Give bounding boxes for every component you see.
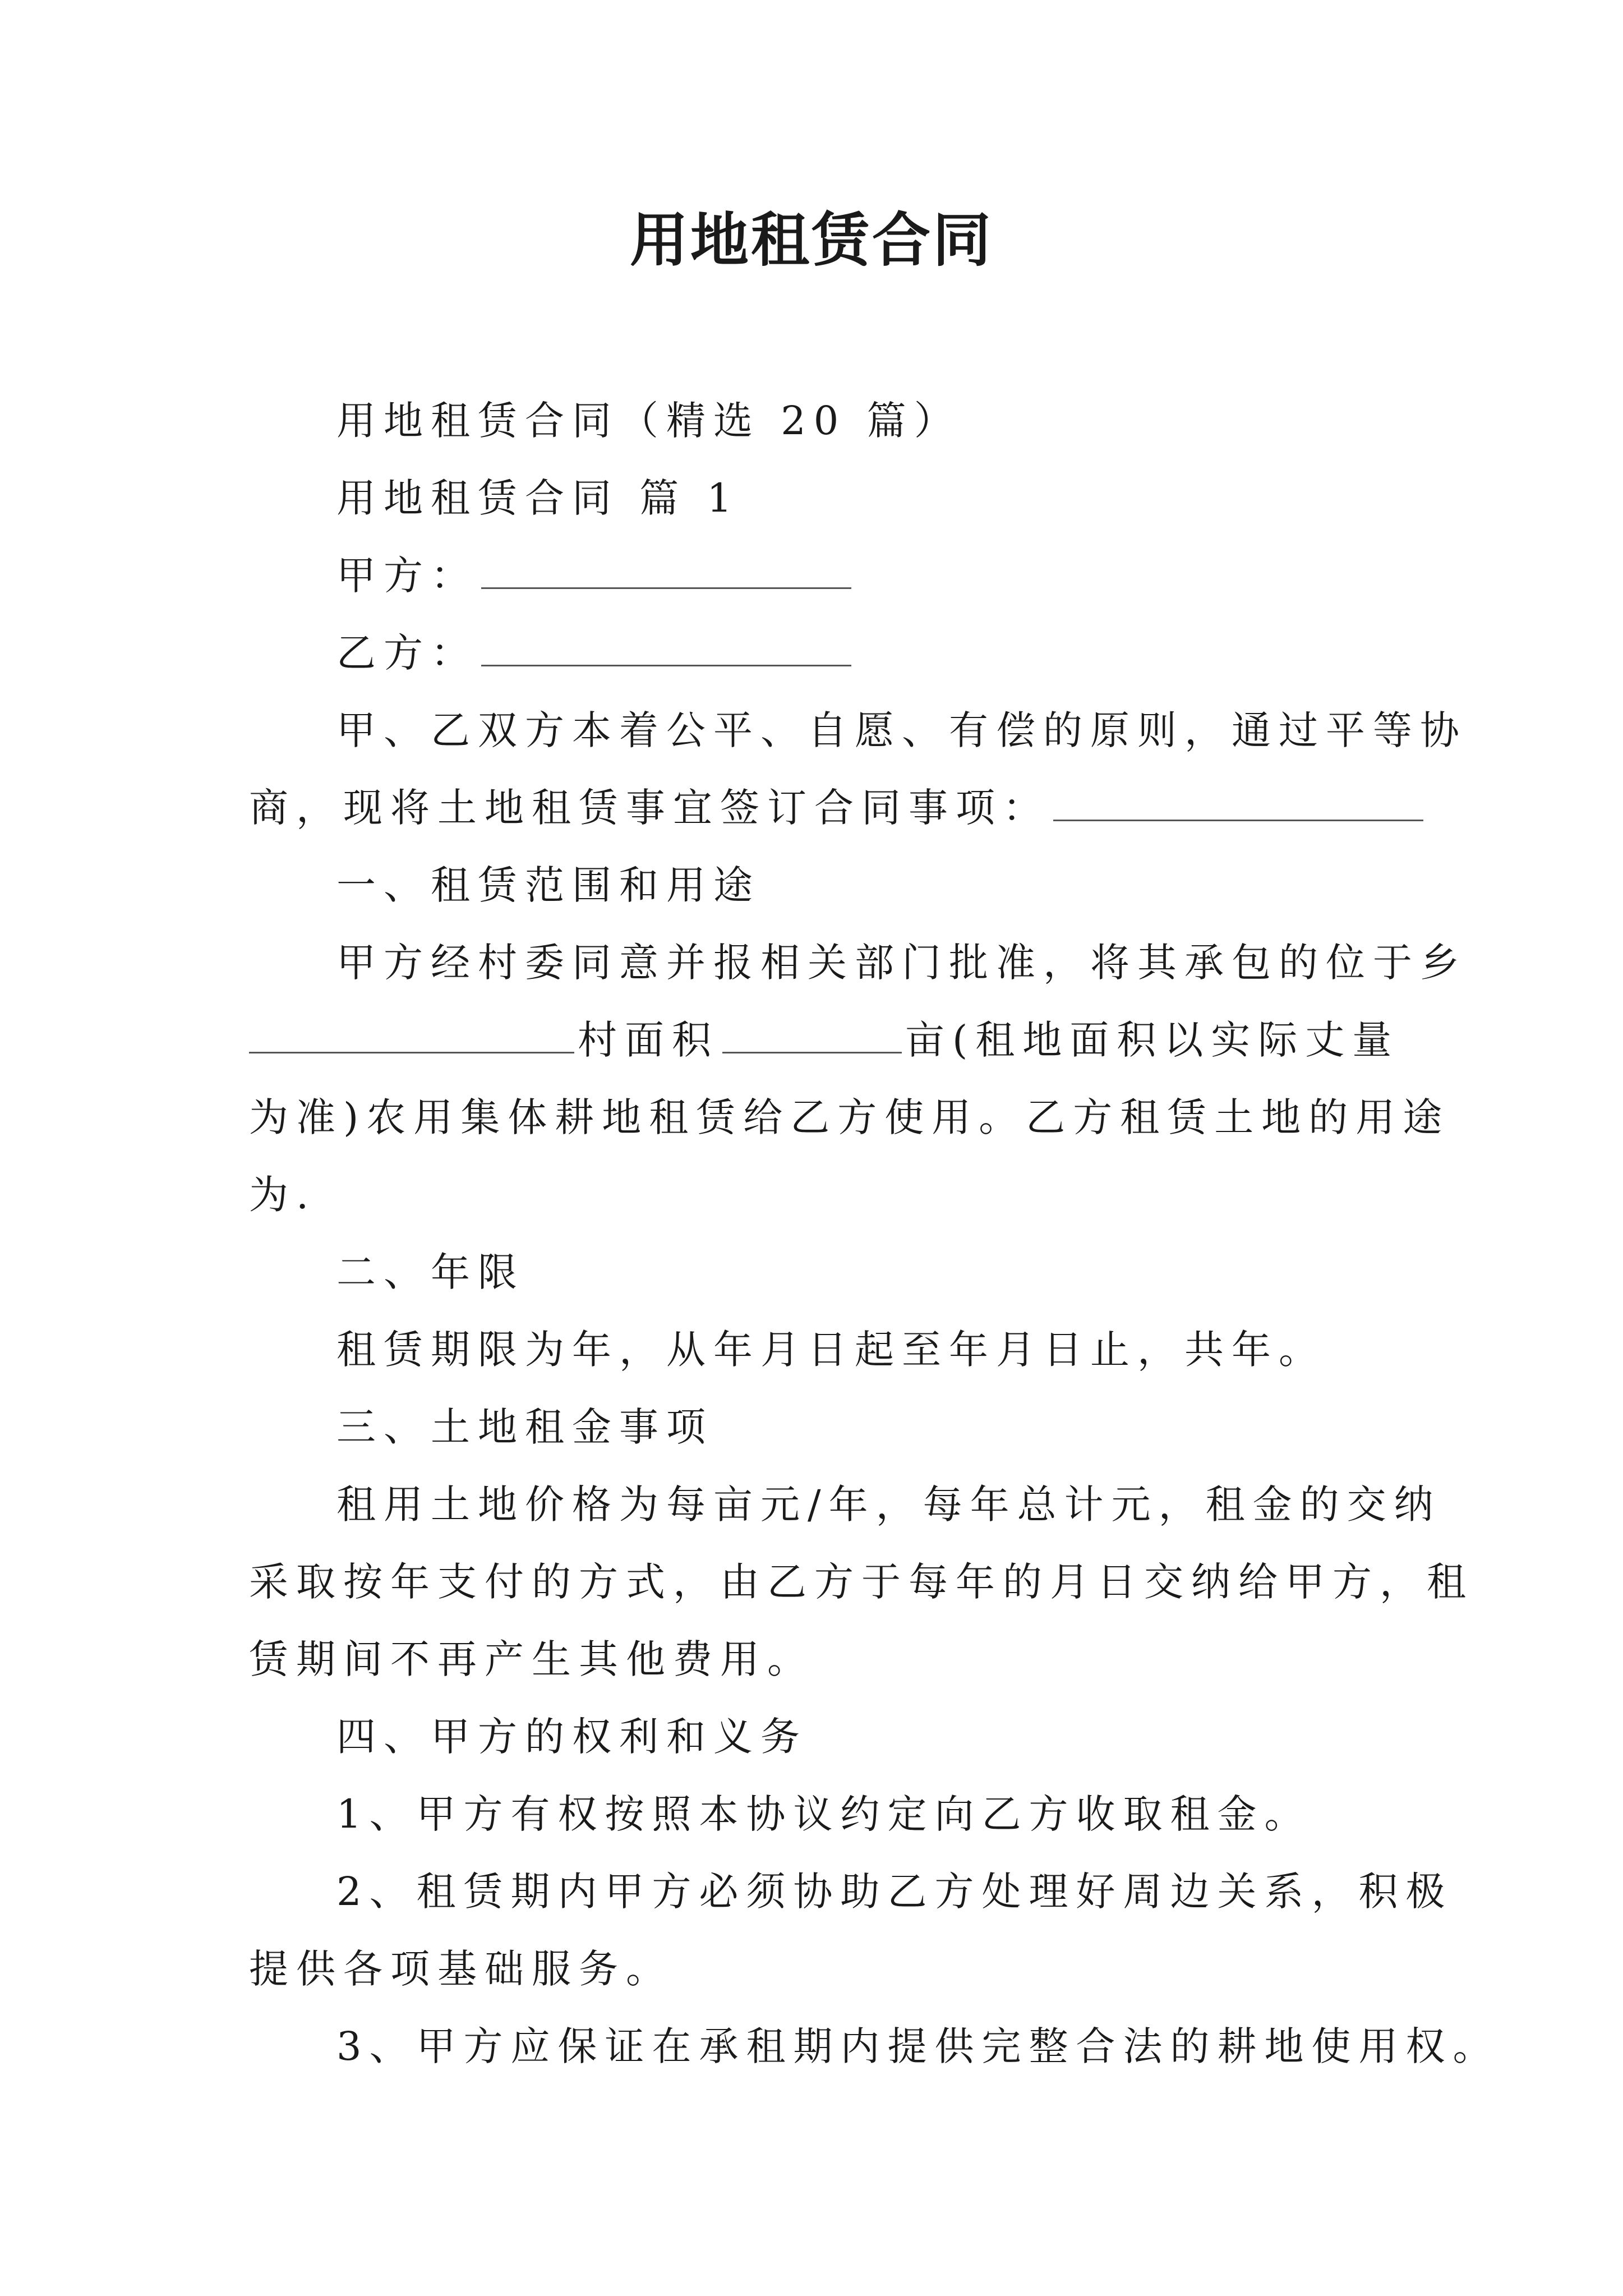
party-b-label: 乙方： bbox=[336, 630, 478, 676]
area-blank bbox=[722, 1017, 902, 1053]
township-blank bbox=[249, 1017, 574, 1053]
section-3-line-3: 赁期间不再产生其他费用。 bbox=[249, 1636, 814, 1682]
intro-blank bbox=[1053, 785, 1423, 821]
section-1-line-4: 为. bbox=[249, 1172, 317, 1218]
party-a-blank bbox=[481, 553, 851, 589]
article-heading: 用地租赁合同 篇 1 bbox=[336, 475, 740, 521]
section-1-line-2-a: 村面积 bbox=[578, 1017, 719, 1063]
section-1-line-2-b: 亩(租地面积以实际丈量 bbox=[905, 1017, 1400, 1063]
section-1-line-1: 甲方经村委同意并报相关部门批准，将其承包的位于乡 bbox=[336, 940, 1467, 986]
party-b-line bbox=[336, 625, 1481, 681]
section-4-item-1: 1、甲方有权按照本协议约定向乙方收取租金。 bbox=[336, 1791, 1312, 1837]
document-subtitle: 用地租赁合同（精选 20 篇） bbox=[336, 398, 961, 444]
section-3-heading: 三、土地租金事项 bbox=[336, 1404, 713, 1450]
section-4-heading: 四、甲方的权利和义务 bbox=[336, 1714, 808, 1760]
party-b-blank bbox=[481, 630, 851, 666]
intro-line-2 bbox=[249, 780, 1393, 836]
section-4-item-2-line-2: 提供各项基础服务。 bbox=[249, 1946, 673, 1992]
section-1-line-3: 为准)农用集体耕地租赁给乙方使用。乙方租赁土地的用途 bbox=[249, 1094, 1450, 1140]
section-2-line-1: 租赁期限为年，从年月日起至年月日止，共年。 bbox=[336, 1327, 1326, 1373]
intro-line-1: 甲、乙双方本着公平、自愿、有偿的原则，通过平等协 bbox=[336, 707, 1467, 753]
section-1-heading: 一、租赁范围和用途 bbox=[336, 862, 760, 908]
party-a-label: 甲方： bbox=[336, 553, 478, 599]
section-1-line-2 bbox=[249, 1012, 1400, 1068]
section-3-line-2: 采取按年支付的方式，由乙方于每年的月日交纳给甲方，租 bbox=[249, 1559, 1474, 1605]
party-a-line bbox=[336, 547, 1481, 604]
section-3-line-1: 租用土地价格为每亩元/年，每年总计元，租金的交纳 bbox=[336, 1481, 1441, 1527]
section-4-item-3: 3、甲方应保证在承租期内提供完整合法的耕地使用权。 bbox=[336, 2023, 1500, 2069]
document-title: 用地租赁合同 bbox=[629, 205, 993, 274]
section-2-heading: 二、年限 bbox=[336, 1249, 525, 1295]
intro-line-2-text: 商，现将土地租赁事宜签订合同事项： bbox=[249, 785, 1050, 831]
section-4-item-2-line-1: 2、租赁期内甲方必须协助乙方处理好周边关系，积极 bbox=[336, 1869, 1453, 1915]
